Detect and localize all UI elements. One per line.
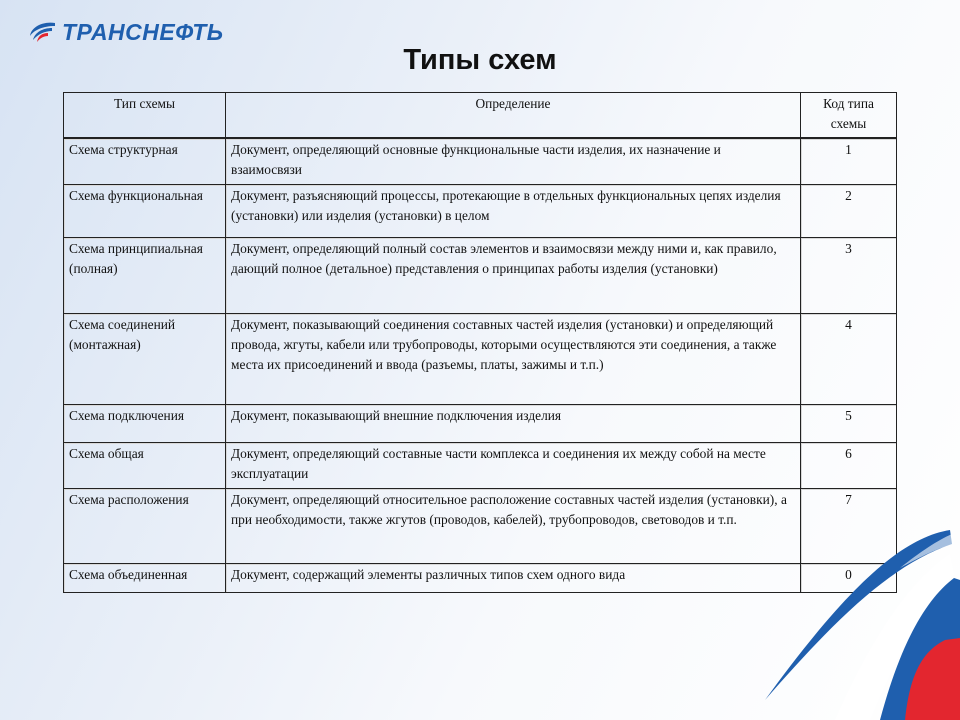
cell-definition: Документ, определяющий основные функциональные части изделия, их назначение и взаимосвязи [225, 138, 800, 184]
cell-code: 6 [800, 442, 897, 488]
cell-definition: Документ, показывающий соединения составных частей изделия (установки) и определяющий провода, жгуты, кабели или трубопроводы, которыми осуществляются эти соединения, а также места их присоединений и ввода (разъемы, платы, зажимы и т.п.) [225, 313, 800, 404]
table-row [63, 184, 897, 237]
table-header-row [63, 92, 897, 138]
page-title: Типы схем [403, 44, 557, 76]
table-row [63, 404, 897, 442]
cell-code: 7 [800, 488, 897, 563]
cell-code: 3 [800, 237, 897, 313]
cell-type: Схема подключения [63, 404, 225, 442]
table-row [63, 237, 897, 313]
cell-type: Схема принципиальная (полная) [63, 237, 225, 313]
cell-type: Схема объединенная [63, 563, 225, 593]
cell-definition: Документ, разъясняющий процессы, протекающие в отдельных функциональных цепях изделия (установки) или изделия (установки) в целом [225, 184, 800, 237]
table-row [63, 442, 897, 488]
column-header-code: Код типа схемы [800, 92, 897, 138]
cell-code: 4 [800, 313, 897, 404]
cell-type: Схема структурная [63, 138, 225, 184]
schemes-table [63, 92, 897, 593]
column-header-type: Тип схемы [63, 92, 225, 138]
table-row [63, 138, 897, 184]
logo-text: ТРАНСНЕФТЬ [62, 18, 224, 45]
cell-definition: Документ, содержащий элементы различных типов схем одного вида [225, 563, 800, 593]
cell-code: 5 [800, 404, 897, 442]
cell-type: Схема расположения [63, 488, 225, 563]
brand-swoosh-decoration [740, 520, 960, 720]
cell-definition: Документ, определяющий относительное расположение составных частей изделия (установки), а при необходимости, также жгутов (проводов, кабелей), трубопроводов, световодов и т.п. [225, 488, 800, 563]
cell-code: 2 [800, 184, 897, 237]
cell-definition: Документ, показывающий внешние подключения изделия [225, 404, 800, 442]
cell-code: 0 [800, 563, 897, 593]
cell-type: Схема соединений (монтажная) [63, 313, 225, 404]
column-header-definition: Определение [225, 92, 800, 138]
cell-definition: Документ, определяющий составные части комплекса и соединения их между собой на месте эксплуатации [225, 442, 800, 488]
table-row [63, 313, 897, 404]
transneft-emblem-icon [28, 20, 58, 44]
cell-code: 1 [800, 138, 897, 184]
cell-type: Схема общая [63, 442, 225, 488]
cell-type: Схема функциональная [63, 184, 225, 237]
cell-definition: Документ, определяющий полный состав элементов и взаимосвязи между ними и, как правило, дающий полное (детальное) представления о принципах работы изделия (установки) [225, 237, 800, 313]
